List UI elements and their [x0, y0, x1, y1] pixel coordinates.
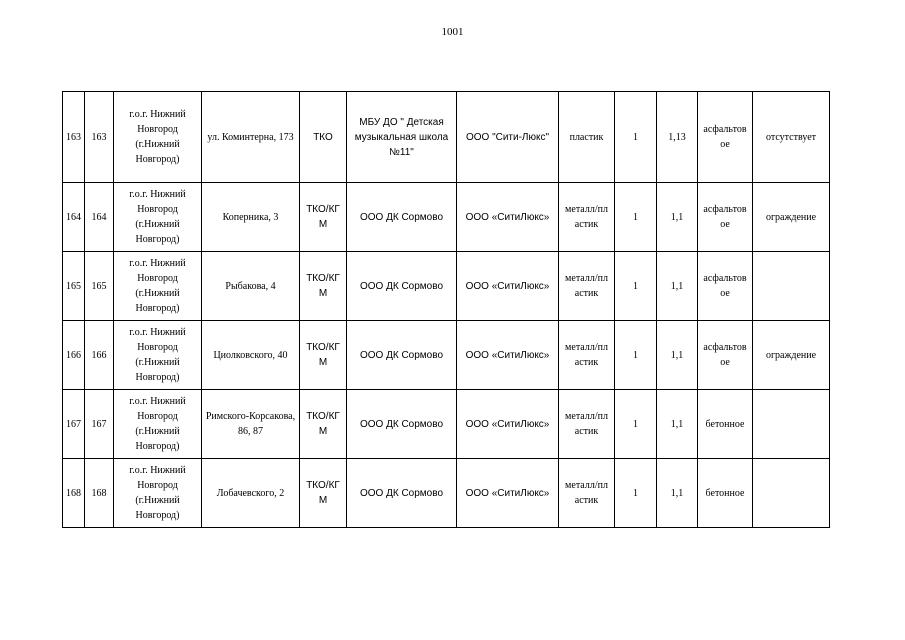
- registry-number-cell: 167: [85, 390, 114, 459]
- fence-cell: ограждение: [753, 183, 830, 252]
- table-row: [63, 321, 830, 390]
- waste-type-cell: ТКО/КГ М: [300, 183, 347, 252]
- waste-type-cell: ТКО/КГ М: [300, 459, 347, 528]
- waste-type-cell: ТКО/КГ М: [300, 252, 347, 321]
- registry-number-cell: 165: [85, 252, 114, 321]
- table-row: [63, 183, 830, 252]
- row-number-cell: 167: [63, 390, 85, 459]
- container-material-cell: пластик: [559, 92, 615, 183]
- operator-cell: ООО «СитиЛюкс»: [457, 390, 559, 459]
- container-volume-cell: 1,1: [657, 459, 698, 528]
- registry-number-cell: 168: [85, 459, 114, 528]
- owner-cell: ООО ДК Сормово: [347, 183, 457, 252]
- waste-type-cell: ТКО/КГ М: [300, 321, 347, 390]
- waste-type-cell: ТКО/КГ М: [300, 390, 347, 459]
- row-number-cell: 168: [63, 459, 85, 528]
- municipality-cell: г.о.г. Нижний Новгород (г.Нижний Новгород): [114, 92, 202, 183]
- container-count-cell: 1: [615, 321, 657, 390]
- container-count-cell: 1: [615, 390, 657, 459]
- surface-cell: асфальтов ое: [698, 92, 753, 183]
- container-count-cell: 1: [615, 459, 657, 528]
- surface-cell: асфальтов ое: [698, 321, 753, 390]
- operator-cell: ООО «СитиЛюкс»: [457, 459, 559, 528]
- container-material-cell: металл/пл астик: [559, 390, 615, 459]
- row-number-cell: 165: [63, 252, 85, 321]
- container-volume-cell: 1,1: [657, 321, 698, 390]
- municipality-cell: г.о.г. Нижний Новгород (г.Нижний Новгород): [114, 183, 202, 252]
- address-cell: Рыбакова, 4: [202, 252, 300, 321]
- municipality-cell: г.о.г. Нижний Новгород (г.Нижний Новгород): [114, 252, 202, 321]
- fence-cell: [753, 459, 830, 528]
- address-cell: Римского-Корсакова, 86, 87: [202, 390, 300, 459]
- container-volume-cell: 1,1: [657, 183, 698, 252]
- owner-cell: ООО ДК Сормово: [347, 390, 457, 459]
- registry-number-cell: 163: [85, 92, 114, 183]
- table-row: [63, 252, 830, 321]
- fence-cell: [753, 252, 830, 321]
- page-number: 1001: [441, 26, 464, 38]
- owner-cell: ООО ДК Сормово: [347, 321, 457, 390]
- surface-cell: бетонное: [698, 390, 753, 459]
- surface-cell: асфальтов ое: [698, 252, 753, 321]
- owner-cell: ООО ДК Сормово: [347, 459, 457, 528]
- address-cell: Лобачевского, 2: [202, 459, 300, 528]
- container-count-cell: 1: [615, 92, 657, 183]
- operator-cell: ООО "Сити-Люкс": [457, 92, 559, 183]
- registry-number-cell: 166: [85, 321, 114, 390]
- owner-cell: ООО ДК Сормово: [347, 252, 457, 321]
- container-material-cell: металл/пл астик: [559, 183, 615, 252]
- surface-cell: асфальтов ое: [698, 183, 753, 252]
- operator-cell: ООО «СитиЛюкс»: [457, 183, 559, 252]
- fence-cell: отсутствует: [753, 92, 830, 183]
- owner-cell: МБУ ДО " Детская музыкальная школа №11": [347, 92, 457, 183]
- table-row: [63, 390, 830, 459]
- address-cell: ул. Коминтерна, 173: [202, 92, 300, 183]
- container-volume-cell: 1,1: [657, 390, 698, 459]
- waste-type-cell: ТКО: [300, 92, 347, 183]
- table-row: [63, 459, 830, 528]
- fence-cell: [753, 390, 830, 459]
- surface-cell: бетонное: [698, 459, 753, 528]
- row-number-cell: 163: [63, 92, 85, 183]
- municipality-cell: г.о.г. Нижний Новгород (г.Нижний Новгород): [114, 459, 202, 528]
- address-cell: Коперника, 3: [202, 183, 300, 252]
- row-number-cell: 166: [63, 321, 85, 390]
- container-sites-table: [62, 91, 830, 528]
- container-volume-cell: 1,13: [657, 92, 698, 183]
- address-cell: Циолковского, 40: [202, 321, 300, 390]
- municipality-cell: г.о.г. Нижний Новгород (г.Нижний Новгород): [114, 390, 202, 459]
- operator-cell: ООО «СитиЛюкс»: [457, 252, 559, 321]
- container-count-cell: 1: [615, 183, 657, 252]
- operator-cell: ООО «СитиЛюкс»: [457, 321, 559, 390]
- container-count-cell: 1: [615, 252, 657, 321]
- container-material-cell: металл/пл астик: [559, 459, 615, 528]
- container-volume-cell: 1,1: [657, 252, 698, 321]
- container-material-cell: металл/пл астик: [559, 321, 615, 390]
- row-number-cell: 164: [63, 183, 85, 252]
- fence-cell: ограждение: [753, 321, 830, 390]
- municipality-cell: г.о.г. Нижний Новгород (г.Нижний Новгород): [114, 321, 202, 390]
- container-material-cell: металл/пл астик: [559, 252, 615, 321]
- table-row: [63, 92, 830, 183]
- registry-number-cell: 164: [85, 183, 114, 252]
